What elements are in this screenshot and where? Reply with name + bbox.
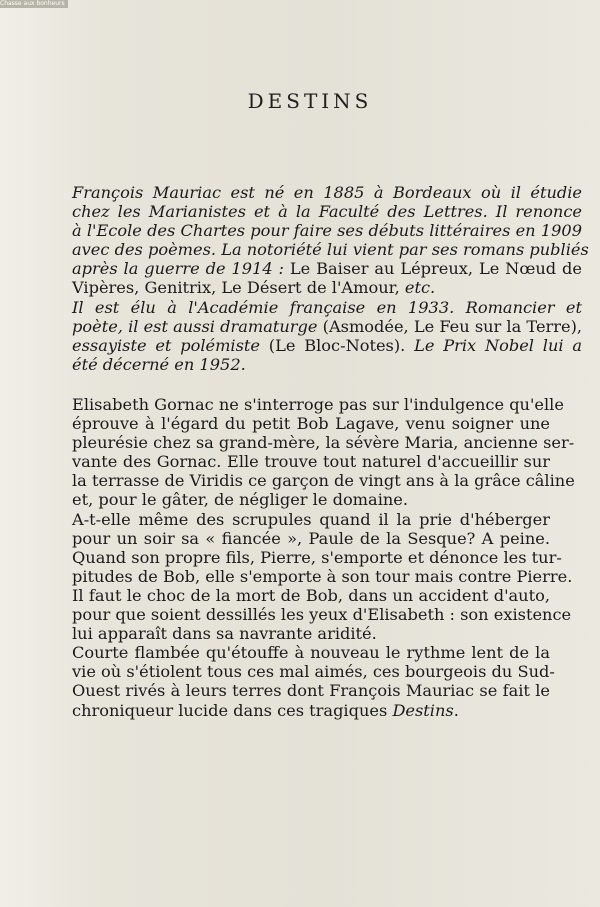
- author-biography: [72, 183, 589, 374]
- body-text-run: .: [453, 700, 459, 720]
- body-text-line: [72, 566, 573, 586]
- bio-text-run: poète, il est aussi dramaturge: [72, 316, 323, 336]
- body-text-line: [72, 529, 550, 548]
- body-text-line: [72, 547, 562, 567]
- body-text-run: pour un soir sa « fiancée », Paule de la Sesque? A peine.: [72, 528, 550, 548]
- bio-text-run: (Le Bloc-Notes).: [268, 335, 415, 355]
- body-text-run: chroniqueur lucide dans ces tragiques: [72, 700, 393, 720]
- bio-text-line: [72, 240, 589, 260]
- bio-text-run: essayiste et polémiste: [72, 335, 269, 355]
- body-text-run: vie où s'étiolent tous ces mal aimés, ces bourgeois du Sud-: [72, 662, 555, 682]
- bio-text-run: chez les Marianistes et à la Faculté des Lettres. Il renonce: [72, 202, 582, 222]
- bio-text-line: [72, 183, 582, 202]
- body-text-run: et, pour le gâter, de négliger le domaine.: [72, 490, 409, 510]
- body-text-run: pour que soient dessillés les yeux d'Elisabeth : son existence: [72, 605, 572, 625]
- bio-text-run: après la guerre de 1914 :: [72, 259, 290, 279]
- body-text-run: Ouest rivés à leurs terres dont François Mauriac se fait le: [72, 681, 550, 701]
- body-text-line: [72, 452, 550, 471]
- body-text-run: pitudes de Bob, elle s'emporte à son tour mais contre Pierre.: [72, 566, 573, 586]
- bio-text-line: [72, 202, 582, 221]
- body-text-line: [72, 414, 550, 433]
- bio-text-run: été décerné en 1952.: [72, 354, 246, 374]
- body-text-line: [72, 586, 550, 605]
- body-text-line: [72, 395, 564, 414]
- bio-text-run: Le Prix Nobel lui a: [414, 335, 582, 355]
- body-text-run: lui apparaît dans sa navrante aridité.: [72, 624, 377, 644]
- bio-text-line: [72, 278, 582, 297]
- body-text-line: [72, 662, 555, 682]
- body-text-line: [72, 643, 550, 662]
- page-title: DESTINS: [247, 89, 373, 113]
- bio-text-run: Vipères, Genitrix, Le Désert de l'Amour,: [72, 278, 405, 298]
- body-text-run: pleurésie chez sa grand-mère, la sévère Maria, ancienne ser-: [72, 433, 575, 453]
- body-text-line: [72, 605, 572, 625]
- bio-text-line: [72, 355, 582, 374]
- body-text-run: A-t-elle même des scrupules quand il la prie d'héberger: [72, 509, 550, 529]
- body-text-line: [72, 681, 550, 700]
- bio-text-line: [72, 221, 582, 240]
- body-text-line: [72, 490, 550, 509]
- bio-text-line: [72, 298, 582, 317]
- bio-text-run: avec des poèmes. La notoriété lui vient par ses romans publiés: [72, 240, 589, 260]
- body-text-run: éprouve à l'égard du petit Bob Lagave, venu soigner une: [72, 414, 550, 434]
- body-text-run: Destins: [392, 700, 454, 720]
- body-text-run: Quand son propre fils, Pierre, s'emporte et dénonce les tur-: [72, 547, 562, 567]
- body-text-line: [72, 433, 575, 453]
- bio-text-run: Il est élu à l'Académie française en 1933. Romancier et: [72, 297, 582, 317]
- body-text-line: [72, 624, 550, 643]
- novel-summary: [72, 395, 575, 720]
- bio-text-run: François Mauriac est né en 1885 à Bordeaux où il étudie: [72, 183, 582, 202]
- bio-text-run: etc.: [404, 278, 436, 298]
- body-text-run: vante des Gornac. Elle trouve tout naturel d'accueillir sur: [72, 452, 550, 472]
- bio-text-run: (Asmodée, Le Feu sur la Terre),: [322, 316, 583, 336]
- body-text-run: la terrasse de Viridis ce garçon de vingt ans à la grâce câline: [72, 471, 575, 491]
- watermark-text: Chasse aux bonheurs: [0, 0, 68, 8]
- body-text-line: [72, 701, 550, 720]
- body-text-run: Courte flambée qu'étouffe à nouveau le rythme lent de la: [72, 643, 550, 663]
- body-text-run: Il faut le choc de la mort de Bob, dans un accident d'auto,: [72, 585, 550, 605]
- bio-text-run: à l'Ecole des Chartes pour faire ses débuts littéraires en 1909: [72, 221, 582, 241]
- body-text-line: [72, 510, 550, 529]
- bio-text-line: [72, 259, 582, 278]
- bio-text-line: [72, 336, 582, 355]
- body-text-line: [72, 471, 575, 491]
- bio-text-line: [72, 317, 582, 336]
- body-text-run: Elisabeth Gornac ne s'interroge pas sur l'indulgence qu'elle: [72, 395, 564, 414]
- bio-text-run: Le Baiser au Lépreux, Le Nœud de: [289, 259, 582, 279]
